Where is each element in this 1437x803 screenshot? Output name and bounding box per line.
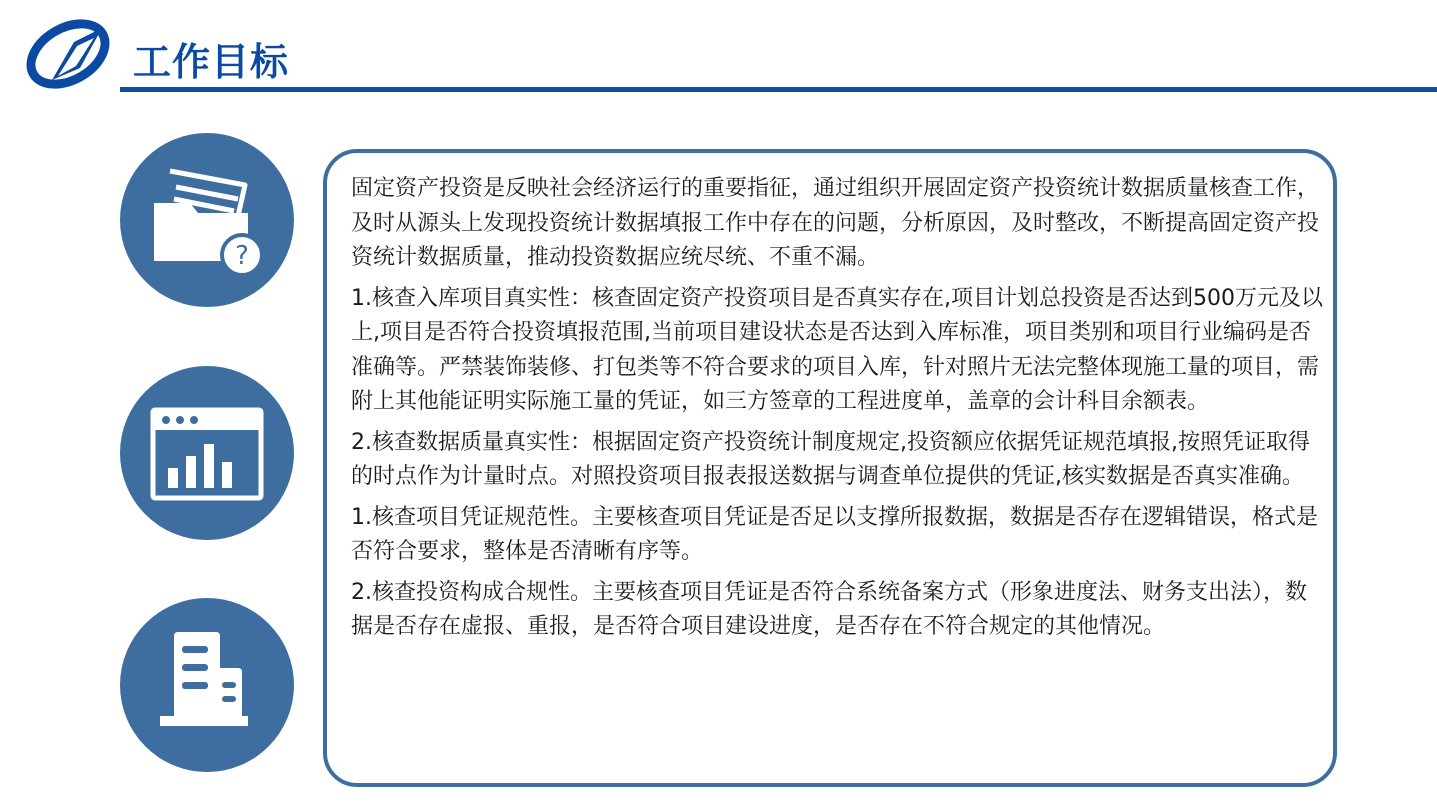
intro-paragraph: 固定资产投资是反映社会经济运行的重要指征，通过组织开展固定资产投资统计数据质量核查工作，及时从源头上发现投资统计数据填报工作中存在的问题，分析原因，及时整改，不断提高固定资产投资统计数据质量，推动投资数据应统尽统、不重不漏。 (351, 176, 1320, 270)
content-body (351, 172, 1326, 651)
svg-text:?: ? (235, 241, 249, 271)
building-icon (120, 598, 294, 772)
folder-question-icon (120, 133, 294, 307)
item-authenticity-paragraph: 1.核查入库项目真实性：核查固定资产投资项目是否真实存在,项目计划总投资是否达到500万元及以上,项目是否符合投资填报范围,当前项目建设状态是否达到入库标准，项目类别和项目行业编码是否准确等。严禁装饰装修、打包类等不符合要求的项目入库，针对照片无法完整体现施工量的项目，需附上其他能证明实际施工量的凭证，如三方签章的工程进度单，盖章的会计科目余额表。 (351, 285, 1323, 414)
page-title: 工作目标 (133, 40, 290, 84)
title-divider (120, 87, 1437, 92)
item-compliance-paragraph: 2.核查投资构成合规性。主要核查项目凭证是否符合系统备案方式（形象进度法、财务支出法），数据是否存在虚报、重报，是否符合项目建设进度，是否存在不符合规定的其他情况。 (351, 579, 1307, 639)
logo-icon (22, 8, 114, 98)
dashboard-chart-circle (120, 366, 294, 540)
dashboard-chart-icon (120, 366, 294, 540)
building-circle (120, 598, 294, 772)
folder-question-circle (120, 133, 294, 307)
item-voucher-paragraph: 1.核查项目凭证规范性。主要核查项目凭证是否足以支撑所报数据，数据是否存在逻辑错误，格式是否符合要求，整体是否清晰有序等。 (351, 504, 1318, 564)
item-data-quality-paragraph: 2.核查数据质量真实性：根据固定资产投资统计制度规定,投资额应依据凭证规范填报,按照凭证取得的时点作为计量时点。对照投资项目报表报送数据与调查单位提供的凭证,核实数据是否真实准确。 (351, 429, 1310, 489)
